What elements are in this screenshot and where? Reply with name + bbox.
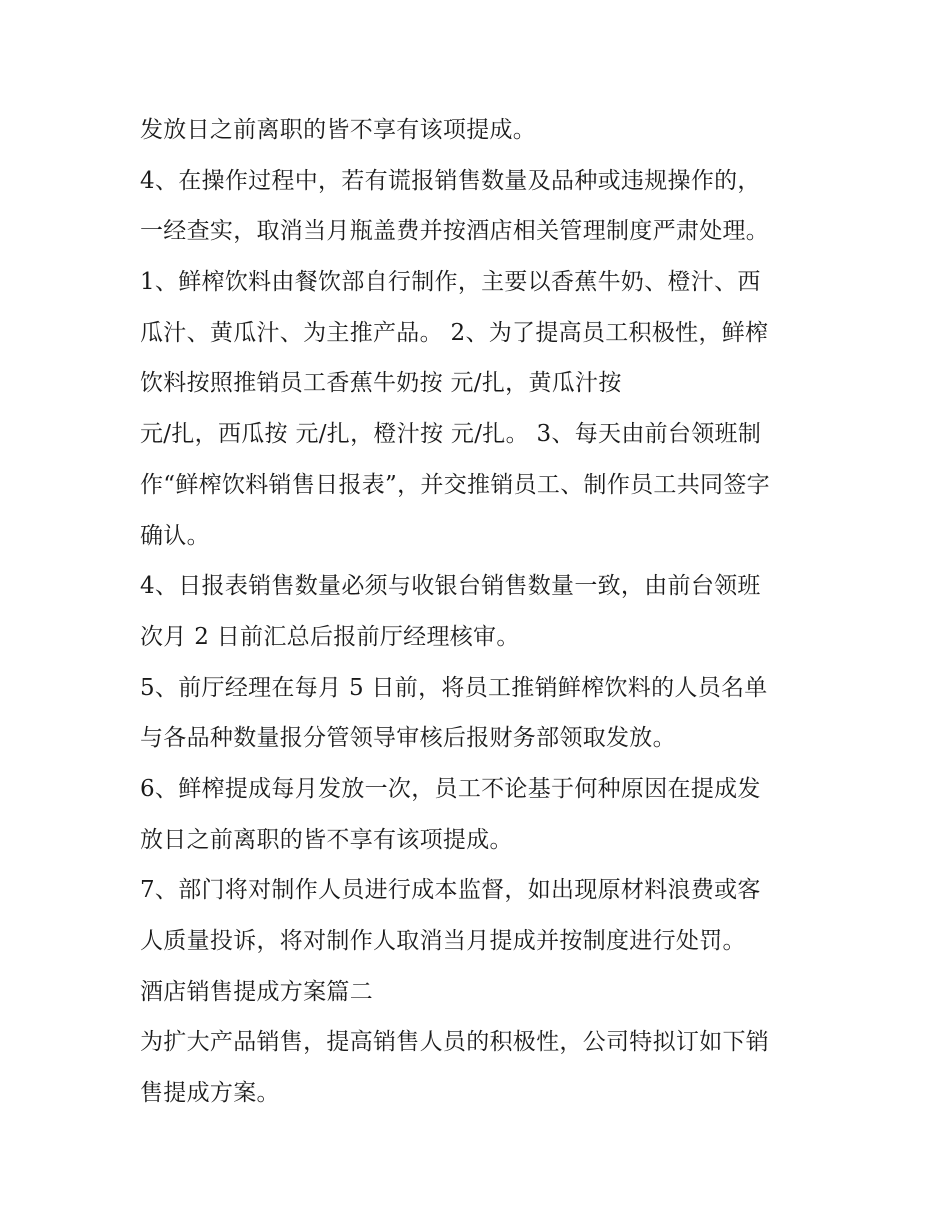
- text-line: 售提成方案。: [140, 1080, 280, 1107]
- text-line: 次月 2 日前汇总后报前厅经理核审。: [140, 623, 520, 650]
- text-line: 人质量投诉，将对制作人取消当月提成并按制度进行处罚。: [140, 928, 746, 954]
- section-heading: 酒店销售提成方案篇二: [140, 978, 373, 1005]
- text-line: 一经查实，取消当月瓶盖费并按酒店相关管理制度严肃处理。: [140, 218, 770, 245]
- text-line: 饮料按照推销员工香蕉牛奶按 元/扎，黄瓜汁按: [140, 370, 622, 397]
- text-line: 确认。: [140, 522, 210, 549]
- text-line: 6、鲜榨提成每月发放一次，员工不论基于何种原因在提成发: [140, 775, 761, 802]
- text-line: 1、鲜榨饮料由餐饮部自行制作，主要以香蕉牛奶、橙汁、西: [140, 269, 761, 296]
- text-line: 为扩大产品销售，提高销售人员的积极性，公司特拟订如下销: [140, 1029, 770, 1056]
- text-line: 4、日报表销售数量必须与收银台销售数量一致，由前台领班: [140, 573, 761, 600]
- text-line: 元/扎，西瓜按 元/扎，橙汁按 元/扎。 3、每天由前台领班制: [140, 421, 762, 448]
- text-line: 发放日之前离职的皆不享有该项提成。: [140, 117, 537, 143]
- text-line: 与各品种数量报分管领导审核后报财务部领取发放。: [140, 725, 676, 752]
- text-line: 瓜汁、黄瓜汁、为主推产品。 2、为了提高员工积极性，鲜榨: [140, 319, 769, 346]
- document-body: [140, 108, 816, 1122]
- text-line: 作“鲜榨饮料销售日报表”，并交推销员工、制作员工共同签字: [140, 471, 770, 498]
- text-line: 放日之前离职的皆不享有该项提成。: [140, 826, 513, 853]
- text-line: 7、部门将对制作人员进行成本监督，如出现原材料浪费或客: [140, 877, 761, 904]
- text-line: 5、前厅经理在每月 5 日前，将员工推销鲜榨饮料的人员名单: [140, 674, 768, 701]
- text-line: 4、在操作过程中，若有谎报销售数量及品种或违规操作的，: [140, 167, 761, 194]
